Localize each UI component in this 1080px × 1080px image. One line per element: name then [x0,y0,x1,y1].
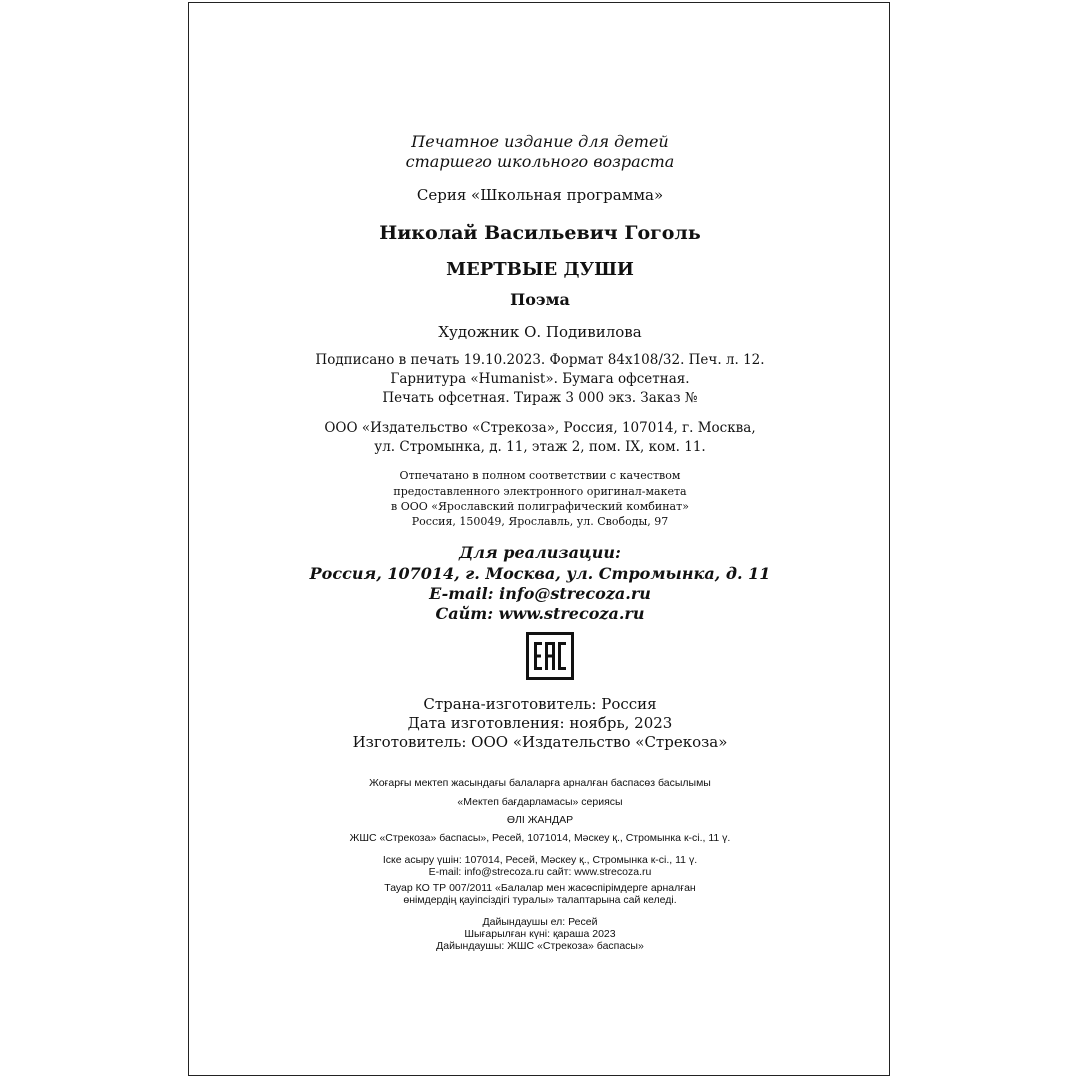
kazakh-line-2: «Мектеп бағдарламасы» сериясы [457,796,623,808]
printer-line-4: Россия, 150049, Ярославль, ул. Свободы, 97 [411,515,669,528]
eac-certification-mark [526,632,574,680]
kazakh-line-4: ЖШС «Стрекоза» баспасы», Ресей, 1071014, Мәскеу қ., Стромынка к-сі., 11 ү. [349,832,731,844]
imprint-line-2: Гарнитура «Humanist». Бумага офсетная. [390,371,690,387]
series-line: Серия «Школьная программа» [416,186,664,204]
kazakh-line-3: ӨЛІ ЖАНДАР [506,814,574,826]
sales-heading: Для реализации: [459,543,621,562]
manufacture-date: Дата изготовления: ноябрь, 2023 [407,714,673,732]
sales-site: Сайт: www.strecoza.ru [435,604,645,623]
kazakh-line-6: E-mail: info@strecoza.ru сайт: www.strecoza.ru [428,866,652,878]
printer-line-2: предоставленного электронного оригинал-макета [393,485,687,498]
book-title: МЕРТВЫЕ ДУШИ [446,259,634,280]
imprint-line-3: Печать офсетная. Тираж 3 000 экз. Заказ № [382,390,698,406]
intro-line-2: старшего школьного возраста [405,152,675,171]
artist-credit: Художник О. Подивилова [438,323,642,341]
kazakh-line-7: Тауар КО ТР 007/2011 «Балалар мен жасөспірімдерге арналған [384,882,696,894]
publisher-line-1: ООО «Издательство «Стрекоза», Россия, 107014, г. Москва, [324,420,756,436]
imprint-line-1: Подписано в печать 19.10.2023. Формат 84х108/32. Печ. л. 12. [315,352,765,368]
printer-line-1: Отпечатано в полном соответствии с качеством [399,469,681,482]
manufacturer-country: Страна-изготовитель: Россия [423,695,657,713]
kazakh-line-9: Дайындаушы ел: Ресей [482,916,598,928]
kazakh-line-11: Дайындаушы: ЖШС «Стрекоза» баспасы» [436,940,644,952]
sales-address: Россия, 107014, г. Москва, ул. Стромынка, д. 11 [309,564,771,583]
sales-email: E-mail: info@strecoza.ru [429,584,651,603]
kazakh-line-8: өнімдердің қауіпсіздігі туралы» талаптарына сай келеді. [403,894,677,906]
intro-line-1: Печатное издание для детей [411,132,669,151]
printer-line-3: в ООО «Ярославский полиграфический комбинат» [391,500,689,513]
book-genre: Поэма [510,290,570,309]
kazakh-line-5: Іске асыру үшін: 107014, Ресей, Мәскеу қ., Стромынка к-сі., 11 ү. [382,854,698,866]
author-name: Николай Васильевич Гоголь [379,222,701,244]
kazakh-line-10: Шығарылған күні: қараша 2023 [464,928,616,940]
manufacturer-name: Изготовитель: ООО «Издательство «Стрекоза» [352,733,728,751]
publisher-line-2: ул. Стромынка, д. 11, этаж 2, пом. IX, ком. 11. [374,439,706,455]
kazakh-line-1: Жоғарғы мектеп жасындағы балаларға арналған баспасөз басылымы [369,777,711,789]
